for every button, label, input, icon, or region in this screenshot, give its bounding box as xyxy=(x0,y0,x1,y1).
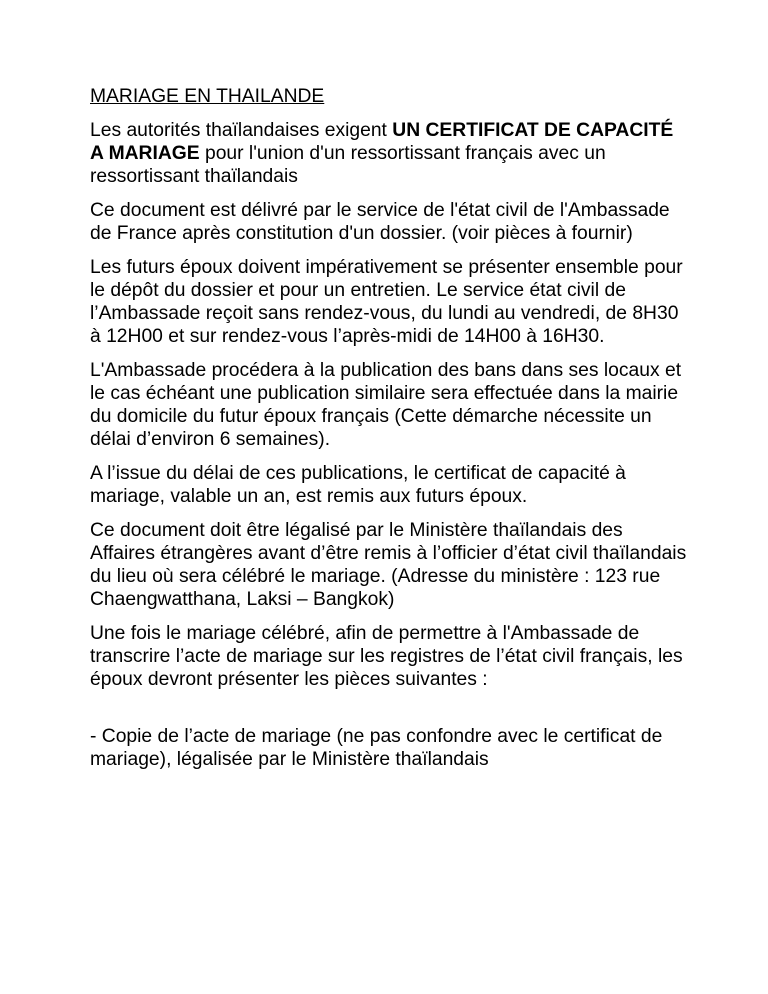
paragraph-appointment-hours: Les futurs époux doivent impérativement se présenter ensemble pour le dépôt du dossier et pour un entretien. Le service état civil de l’Ambassade reçoit sans rendez-vous, du lundi au vendredi, de 8H30 à 12H00 et sur rendez-vous l’après-midi de 14H00 à 16H30. xyxy=(90,257,683,347)
paragraph-bans-publication: L'Ambassade procédera à la publication des bans dans ses locaux et le cas échéant une publication similaire sera effectuée dans la mairie du domicile du futur époux français (Cette démarche nécessite un délai d’environ 6 semaines). xyxy=(90,360,682,450)
list-item-marriage-act-copy: - Copie de l’acte de mariage (ne pas confondre avec le certificat de mariage), légalisée par le Ministère thaïlandais xyxy=(90,726,663,770)
intro-text-start: Les autorités thaïlandaises exigent xyxy=(90,120,393,141)
spacer xyxy=(90,702,690,725)
paragraph-transcription: Une fois le mariage célébré, afin de permettre à l'Ambassade de transcrire l’acte de mariage sur les registres de l’état civil français, les époux devront présenter les pièces suivantes : xyxy=(90,623,683,690)
intro-bold-certificate: UN CERTIFICAT DE CAPACITÉ A MARIAGE xyxy=(90,120,674,164)
intro-text-end: pour l'union d'un ressortissant français avec un ressortissant thaïlandais xyxy=(90,143,606,187)
intro-paragraph xyxy=(90,119,690,188)
document-page xyxy=(90,85,690,782)
document-title: MARIAGE EN THAILANDE xyxy=(90,86,325,107)
paragraph-document-delivery: Ce document est délivré par le service de l'état civil de l'Ambassade de France après constitution d'un dossier. (voir pièces à fournir) xyxy=(90,200,670,244)
paragraph-certificate-issued: A l’issue du délai de ces publications, le certificat de capacité à mariage, valable un an, est remis aux futurs époux. xyxy=(90,463,626,507)
paragraph-legalisation: Ce document doit être légalisé par le Ministère thaïlandais des Affaires étrangères avant d’être remis à l’officier d’état civil thaïlandais du lieu où sera célébré le mariage. (Adresse du ministère : 123 rue Chaengwatthana, Laksi – Bangkok) xyxy=(90,520,687,610)
